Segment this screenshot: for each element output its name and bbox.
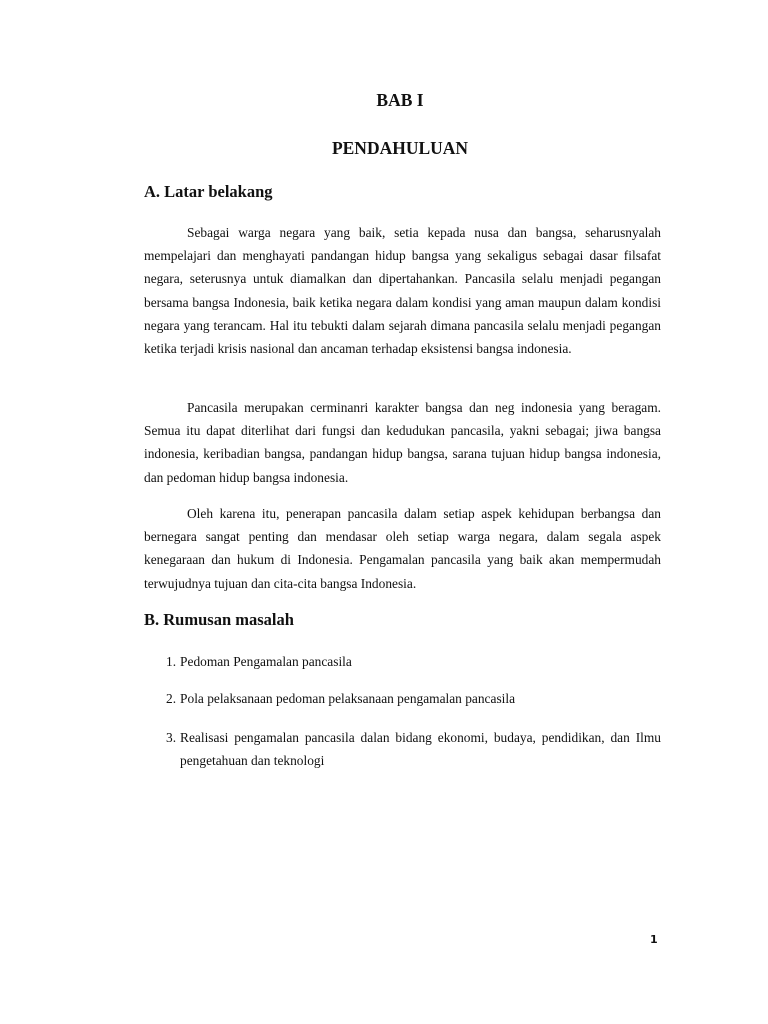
paragraph: Sebagai warga negara yang baik, setia kepada nusa dan bangsa, seharusnyalah mempelajari dan menghayati pandangan hidup bangsa yang sekaligus sebagai dasar filsafat negara, seterusnya untuk diamalkan dan dipertahankan. Pancasila selalu menjadi pegangan bersama bangsa Indonesia, baik ketika negara dalam kondisi yang aman maupun dalam kondisi negara yang terancam. Hal itu tebukti dalam sejarah dimana pancasila selalu menjadi pegangan ketika terjadi krisis nasional dan ancaman terhadap eksistensi bangsa indonesia.: [144, 225, 661, 357]
section-heading-problem-formulation: B. Rumusan masalah: [144, 610, 294, 629]
list-item-text: Realisasi pengamalan pancasila dalan bidang ekonomi, budaya, pendidikan, dan Ilmu pengetahuan dan teknologi: [180, 730, 661, 769]
paragraph: Pancasila merupakan cerminanri karakter bangsa dan neg indonesia yang beragam. Semua itu dapat diterlihat dari fungsi dan kedudukan pancasila, yakni sebagai; jiwa bangsa indonesia, keribadian bangsa, pandangan hidup bangsa, sarana tujuan hidup bangsa indonesia, dan pedoman hidup bangsa indonesia.: [144, 400, 661, 485]
paragraph: Oleh karena itu, penerapan pancasila dalam setiap aspek kehidupan berbangsa dan bernegara sangat penting dan mendasar oleh setiap warga negara, dalam segala aspek kenegaraan dan hukum di Indonesia. Pengamalan pancasila yang baik akan mempermudah terwujudnya tujuan dan cita-cita bangsa Indonesia.: [144, 506, 661, 591]
list-item-number: 3.: [166, 730, 177, 745]
list-item: [166, 726, 661, 772]
list-item-text: Pola pelaksanaan pedoman pelaksanaan pengamalan pancasila: [180, 691, 516, 706]
list-item-text: Pedoman Pengamalan pancasila: [180, 654, 352, 669]
section-heading-background: A. Latar belakang: [144, 182, 273, 201]
chapter-number: BAB I: [376, 90, 424, 110]
list-item: [166, 650, 661, 673]
page-number: 1: [650, 933, 658, 946]
list-item-number: 2.: [166, 691, 177, 706]
list-item: [166, 687, 661, 710]
list-item-number: 1.: [166, 654, 177, 669]
chapter-title: PENDAHULUAN: [331, 138, 469, 158]
